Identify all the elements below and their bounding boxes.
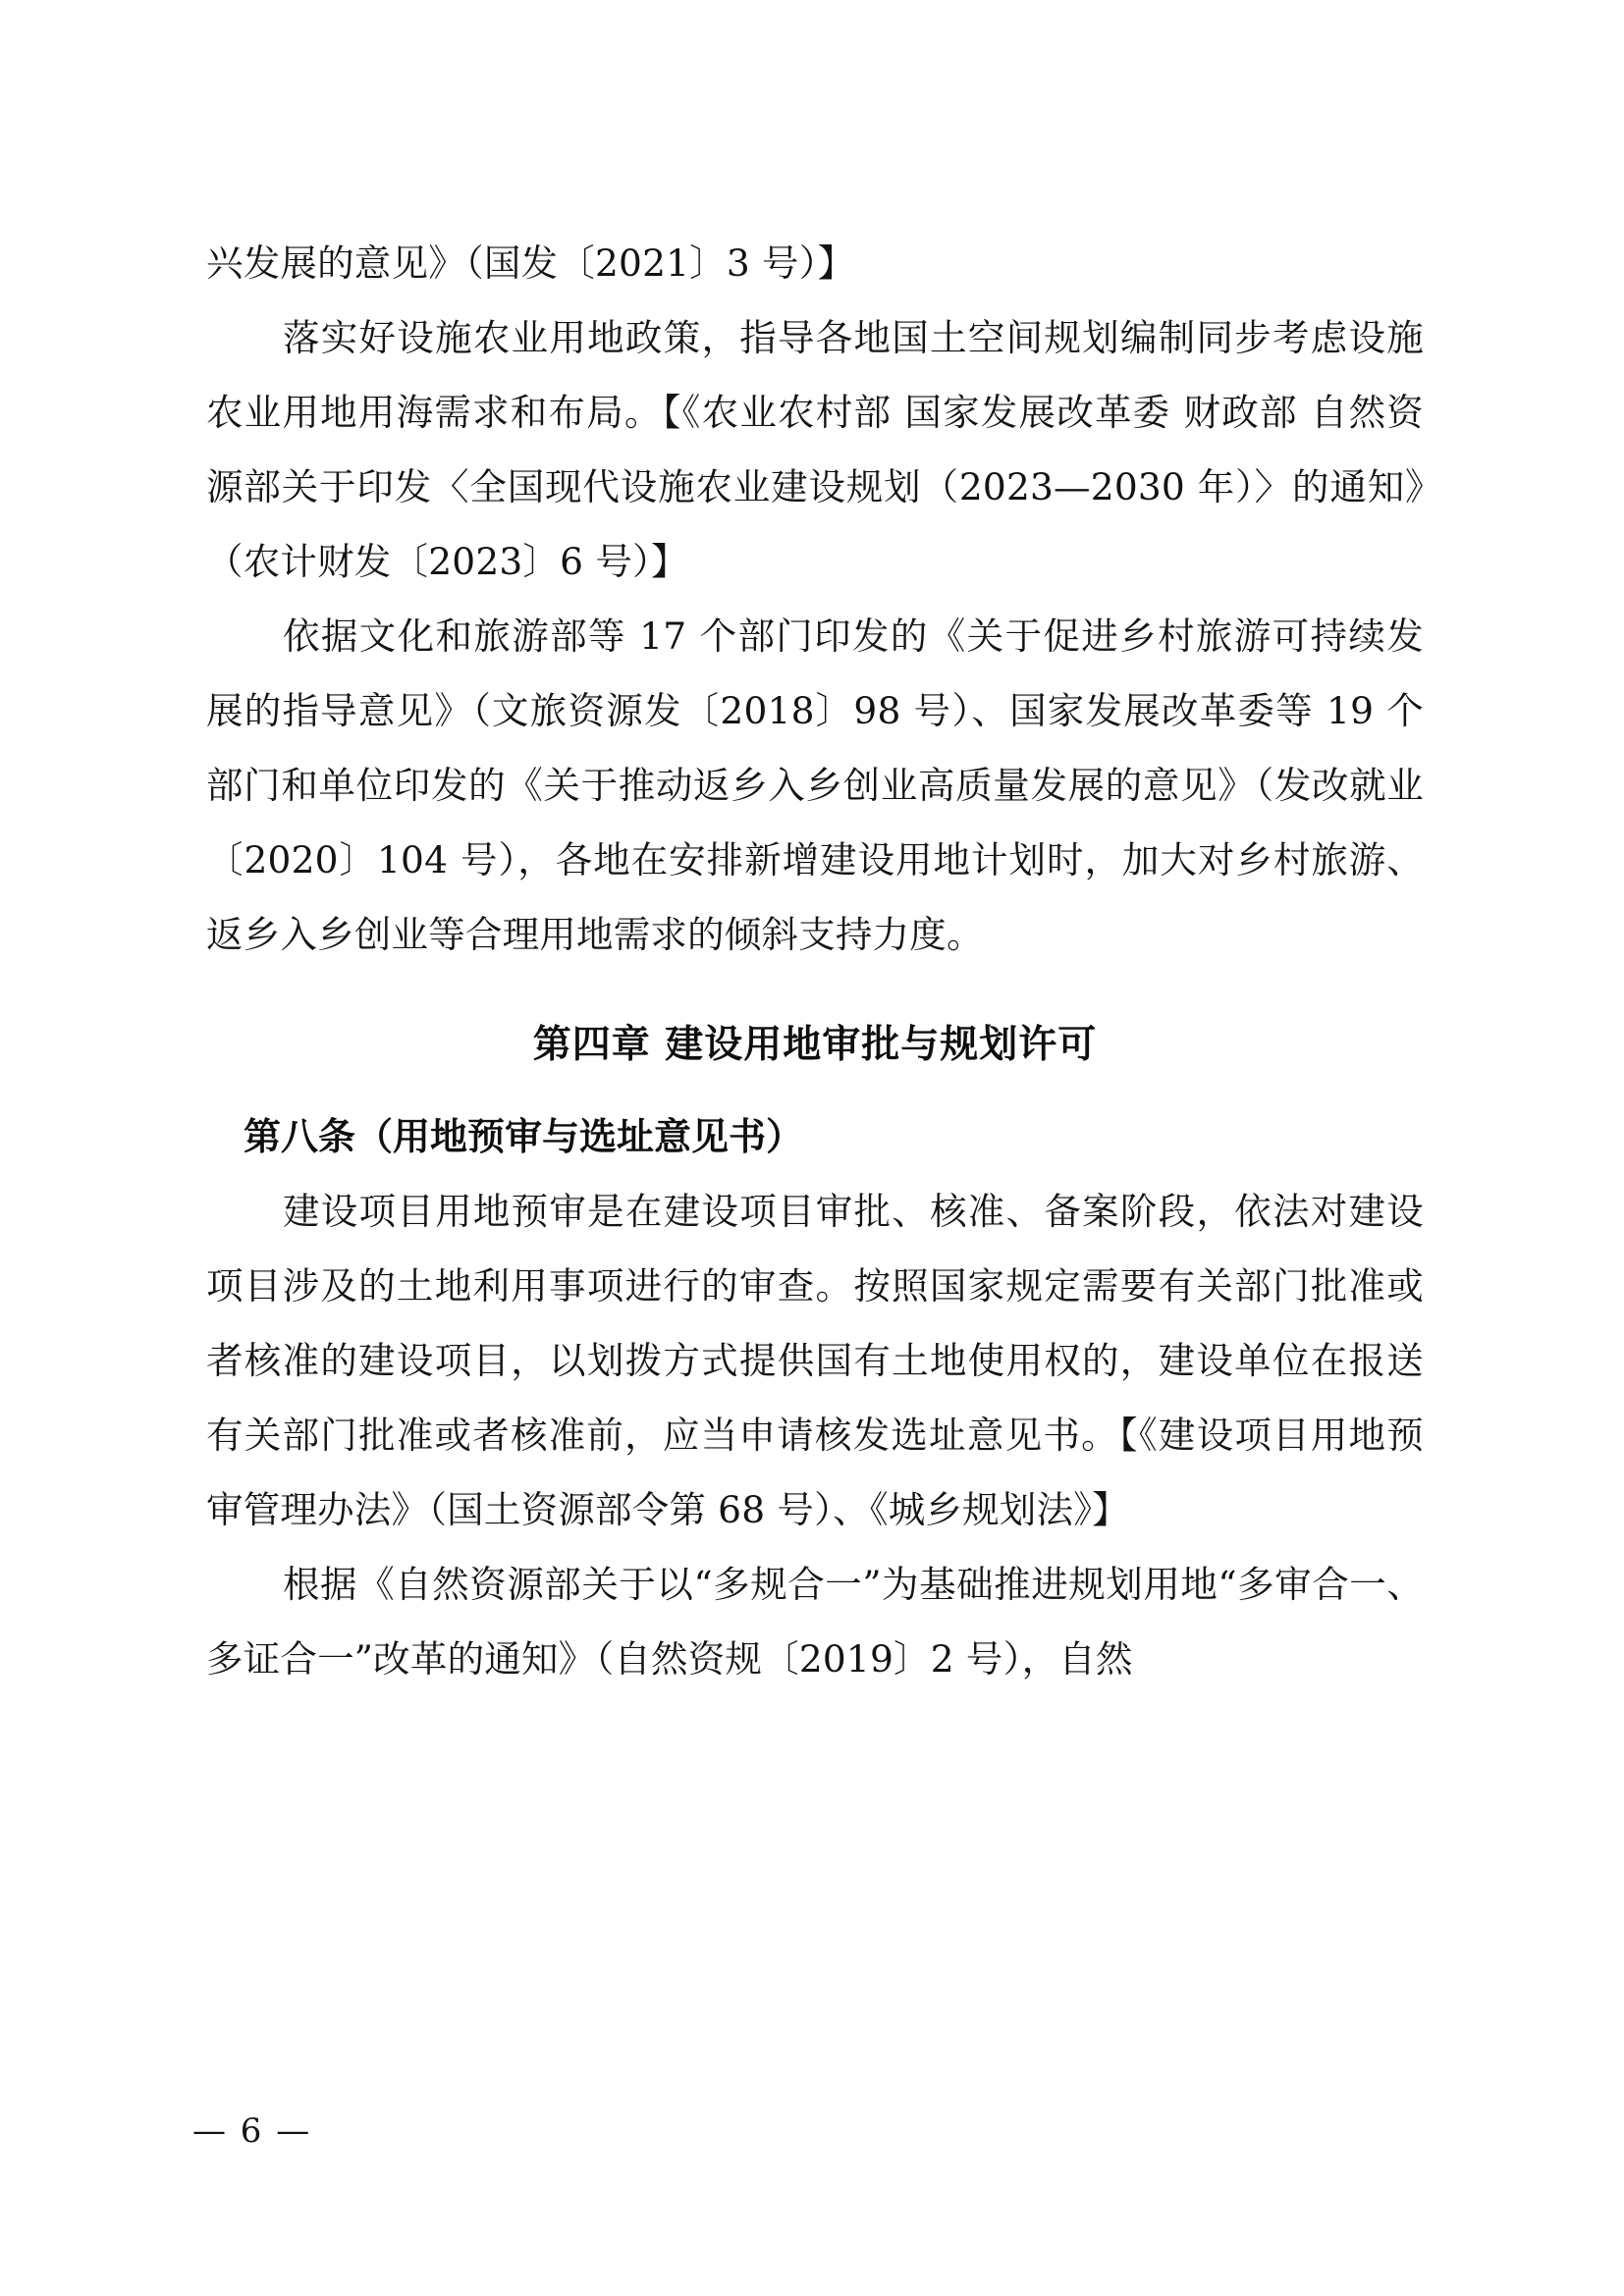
chapter-heading: 第四章 建设用地审批与规划许可 <box>532 1022 1098 1067</box>
paragraph-rural-tourism-policy: 依据文化和旅游部等 17 个部门印发的《关于促进乡村旅游可持续发展的指导意见》（文旅资源发〔2018〕98 号）、国家发展改革委等 19 个部门和单位印发的《关于推动返乡入乡创业高质量发展的意见》（发改就业〔2020〕104 号），各地在安排新增建设用地计划时，加大对乡村旅游、返乡入乡创业等合理用地需求的倾斜支持力度。 <box>206 614 1424 956</box>
paragraph-continuation: 兴发展的意见》（国发〔2021〕3 号）】 <box>206 241 855 285</box>
article-heading: 第八条（用地预审与选址意见书） <box>244 1114 804 1158</box>
page-content <box>206 226 1424 1696</box>
paragraph-facility-agriculture-land: 落实好设施农业用地政策，指导各地国土空间规划编制同步考虑设施农业用地用海需求和布局。【《农业农村部 国家发展改革委 财政部 自然资源部关于印发〈全国现代设施农业建设规划（2023—2030 年）〉的通知》（农计财发〔2023〕6 号）】 <box>206 316 1424 583</box>
page-number: — 6 — <box>192 2111 312 2151</box>
paragraph-land-preexamination: 建设项目用地预审是在建设项目审批、核准、备案阶段，依法对建设项目涉及的土地利用事项进行的审查。按照国家规定需要有关部门批准或者核准的建设项目，以划拨方式提供国有土地使用权的，建设单位在报送有关部门批准或者核准前，应当申请核发选址意见书。【《建设项目用地预审管理办法》（国土资源部令第 68 号）、《城乡规划法》】 <box>206 1190 1424 1531</box>
paragraph-multi-plan-integration: 根据《自然资源部关于以“多规合一”为基础推进规划用地“多审合一、多证合一”改革的通知》（自然资规〔2019〕2 号），自然 <box>206 1563 1424 1681</box>
